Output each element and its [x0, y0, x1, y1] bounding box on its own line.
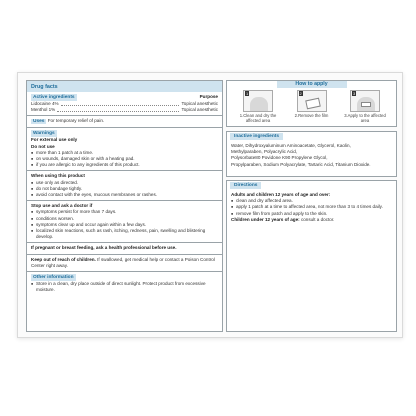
list-item: ■ symptoms persist for more than 7 days. — [31, 209, 218, 215]
list-item: ■ clean and dry affected area. — [231, 198, 392, 204]
warnings-section — [27, 127, 222, 170]
uses-heading: Uses — [33, 119, 45, 125]
active-name: Lidocaine 4% — [31, 101, 59, 106]
active-purpose: Topical anesthetic — [181, 107, 218, 113]
right-column — [226, 80, 397, 332]
step-2 — [287, 90, 337, 123]
list-item: ■ more than 1 patch at a time. — [31, 150, 218, 156]
stop-use-heading: Stop use and ask a doctor if — [31, 203, 93, 209]
inactive-ingredients-panel — [226, 131, 397, 177]
list-item: ■ Store in a clean, dry place outside of direct sunlight. Protect product from excessive moisture. — [31, 281, 218, 293]
torso-illustration-icon: 1 — [243, 90, 273, 112]
inactive-line: Propylparaben, Sodium Polyacrylate, Tartaric Acid, Titanium Dioxide. — [231, 161, 371, 167]
directions-heading: Directions — [230, 182, 261, 189]
step-1 — [233, 90, 283, 123]
directions-panel — [226, 180, 397, 332]
product-carton — [17, 72, 403, 338]
children-text: consult a doctor. — [300, 216, 335, 222]
when-using-section — [27, 170, 222, 200]
active-purpose: Topical anesthetic — [181, 101, 218, 106]
drug-facts-panel — [26, 80, 223, 332]
step-label: 1.Clean and dry the affected area — [239, 113, 277, 123]
drug-facts-title: Drug facts — [27, 81, 222, 92]
keep-out-section — [27, 254, 222, 271]
list-item: ■ localized skin reactions, such as rash, itching, redness, pain, swelling and blistering develop. — [31, 228, 218, 240]
how-to-apply-panel — [226, 80, 397, 127]
list-item: ■ on wounds, damaged skin or with a heating pad. — [31, 156, 218, 162]
step-label: 3.Apply to the affected area — [344, 113, 386, 123]
list-item: ■ do not bandage tightly. — [31, 186, 218, 192]
children-directions — [231, 217, 392, 223]
apply-patch-illustration-icon: 3 — [350, 90, 380, 112]
pregnancy-warning: If pregnant or breast feeding, ask a health professional before use. — [27, 242, 222, 253]
inactive-line: Polysorbate80 Povidone K90 Propylene Glycol, — [231, 155, 328, 161]
keep-out-heading: Keep out of reach of children. — [31, 256, 96, 262]
list-item: ■ conditions worsen. — [31, 216, 218, 222]
step-3 — [340, 90, 390, 123]
inactive-ingredients-heading: Inactive ingredients — [230, 133, 283, 140]
when-using-heading: When using this product — [31, 173, 85, 179]
active-row — [31, 107, 218, 113]
keep-out-text: If swallowed, get medical help or contact a Poison Control Center right away. — [31, 256, 215, 268]
active-ingredients-heading: Active ingredients — [33, 95, 75, 100]
other-info-section — [27, 271, 222, 295]
list-item: ■ avoid contact with the eyes, mucous membranes or rashes. — [31, 192, 218, 198]
other-info-heading: Other information — [33, 275, 74, 281]
uses-text: For temporary relief of pain. — [47, 118, 105, 124]
step-label: 2.Remove the film — [294, 113, 329, 118]
external-use: For external use only — [31, 137, 78, 143]
do-not-use-heading: Do not use — [31, 143, 55, 149]
inactive-line: Water, Dihydroxyaluminum Aminoacetate, Glycerol, Kaolin, — [231, 143, 351, 148]
uses-section — [27, 115, 222, 127]
warnings-heading: Warnings — [33, 131, 55, 137]
remove-film-illustration-icon: 2 — [297, 90, 327, 112]
active-ingredients-section — [27, 92, 222, 115]
list-item: ■ use only as directed. — [31, 180, 218, 186]
stop-use-section — [27, 200, 222, 242]
list-item: ■ apply 1 patch at a time to affected area, not more than 3 to 4 times daily. — [231, 204, 392, 210]
inactive-line: Methylparaben, Polyacrylic Acid, — [231, 149, 298, 155]
adults-heading: Adults and children 12 years of age and over: — [231, 192, 331, 197]
how-to-apply-title: How to apply — [277, 81, 347, 88]
active-name: Menthol 1% — [31, 107, 56, 113]
children-heading: Children under 12 years of age: — [231, 216, 300, 222]
list-item: ■ symptoms clear up and occur again within a few days. — [31, 222, 218, 228]
purpose-heading: Purpose — [199, 94, 218, 99]
list-item: ■ if you are allergic to any ingredients of this product. — [31, 162, 218, 168]
list-item: ■ remove film from patch and apply to the skin. — [231, 211, 392, 217]
